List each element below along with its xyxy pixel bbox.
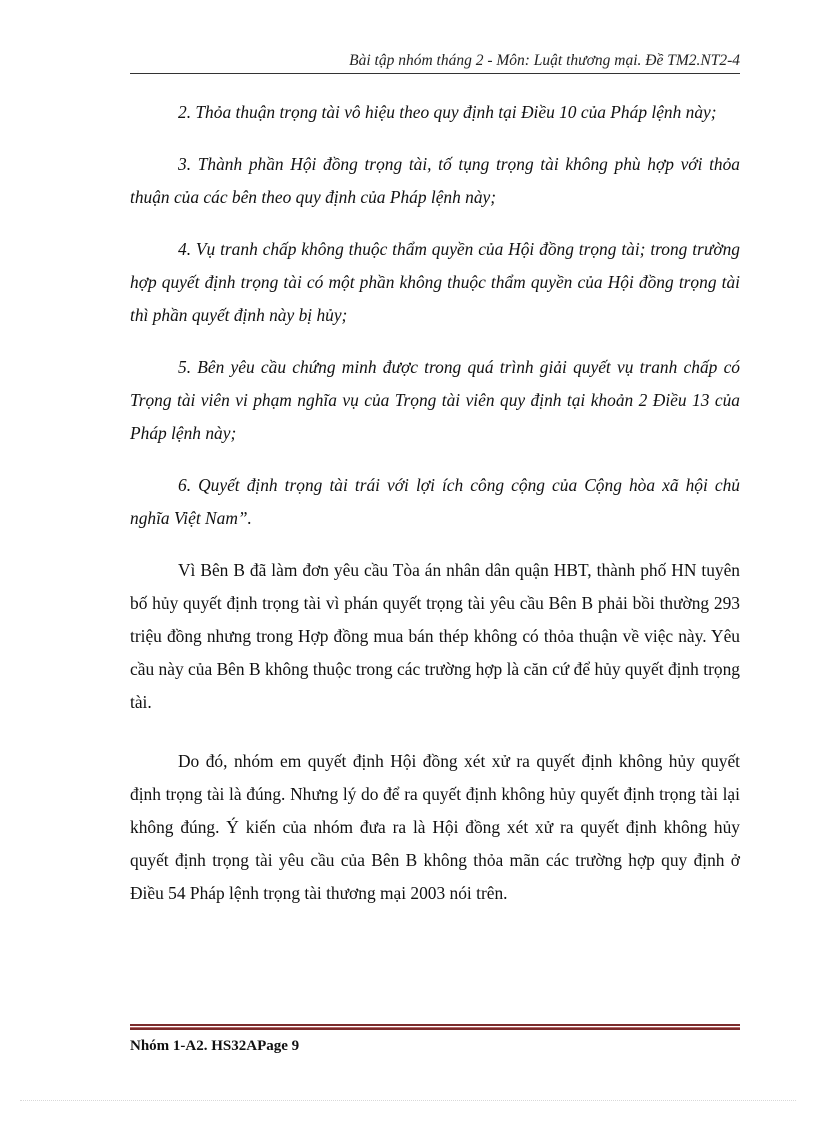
analysis-paragraph: Vì Bên B đã làm đơn yêu cầu Tòa án nhân dân quận HBT, thành phố HN tuyên bố hủy quyết định trọng tài vì phán quyết trọng tài yêu cầu Bên B phải bồi thường 293 triệu đồng nhưng trong Hợp đồng mua bán thép không có thỏa thuận về việc này. Yêu cầu này của Bên B không thuộc trong các trường hợp là căn cứ để hủy quyết định trọng tài.	[130, 560, 740, 712]
clause-4: 4. Vụ tranh chấp không thuộc thẩm quyền của Hội đồng trọng tài; trong trường hợp quyết định trọng tài có một phần không thuộc thẩm quyền của Hội đồng trọng tài thì phần quyết định này bị hủy;	[130, 239, 740, 325]
page-header: Bài tập nhóm tháng 2 - Môn: Luật thương mại. Đề TM2.NT2-4	[349, 52, 740, 69]
header-divider	[130, 73, 740, 74]
clause-2: 2. Thỏa thuận trọng tài vô hiệu theo quy định tại Điều 10 của Pháp lệnh này;	[178, 102, 717, 122]
clause-5: 5. Bên yêu cầu chứng minh được trong quá trình giải quyết vụ tranh chấp có Trọng tài viên vi phạm nghĩa vụ của Trọng tài viên quy định tại khoản 2 Điều 13 của Pháp lệnh này;	[130, 357, 740, 443]
footer-divider	[130, 1024, 740, 1030]
page-bottom-border	[20, 1100, 796, 1101]
document-body	[130, 96, 740, 910]
clause-3: 3. Thành phần Hội đồng trọng tài, tố tụng trọng tài không phù hợp với thỏa thuận của các bên theo quy định của Pháp lệnh này;	[130, 154, 740, 207]
page-footer: Nhóm 1-A2. HS32APage 9	[130, 1038, 300, 1054]
clause-6: 6. Quyết định trọng tài trái với lợi ích công cộng của Cộng hòa xã hội chủ nghĩa Việt Nam”.	[130, 475, 740, 528]
conclusion-paragraph: Do đó, nhóm em quyết định Hội đồng xét xử ra quyết định không hủy quyết định trọng tài là đúng. Nhưng lý do để ra quyết định không hủy quyết định trọng tài lại không đúng. Ý kiến của nhóm đưa ra là Hội đồng xét xử ra quyết định không hủy quyết định trọng tài yêu cầu của Bên B không thỏa mãn các trường hợp quy định ở Điều 54 Pháp lệnh trọng tài thương mại 2003 nói trên.	[130, 751, 740, 903]
